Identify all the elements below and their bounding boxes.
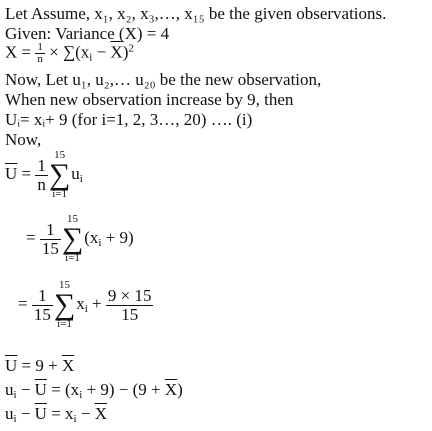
mean-equation-1: $\overline{U}$ = $\frac{1}{n}$ 15 ∑ i=1 $u_i$ <box>5 149 83 200</box>
summation-sign: 15 ∑ i=1 <box>48 149 71 200</box>
summation-sign: 15 ∑ i=1 <box>53 279 76 330</box>
given-line: Given: Variance (X) = 4 <box>5 24 170 43</box>
now-line: Now, <box>5 130 42 149</box>
fraction-1-over-n: $\frac{1}{n}$ <box>37 155 46 194</box>
x-bar: $\overline{X}$ <box>94 404 107 423</box>
fraction-9x15-over-15: $\frac{9 \times 15}{15}$ <box>107 285 152 324</box>
u-bar: $\overline{U}$ <box>5 356 18 375</box>
result-line-1: $\overline{U} = 9 + \overline{X}$ <box>5 356 75 375</box>
increase-line: When new observation increase by 9, then <box>5 90 294 109</box>
result-line-3: $u_i - \overline{U} = x_i - \overline{X}$ <box>5 404 107 425</box>
x-bar: $\overline{X}$ <box>164 380 178 399</box>
result-line-2: $u_i - \overline{U} = (x_i + 9) - (9 + \overline{X})$ <box>5 380 183 401</box>
fraction-1-over-15: $\frac{1}{15}$ <box>33 285 51 324</box>
fraction-1-over-n: $\frac{1}{n}$ <box>37 41 43 65</box>
mean-equation-2: = $\frac{1}{15}$ 15 ∑ i=1 $(x_i + 9)$ <box>26 213 134 264</box>
variance-formula: X = $\frac{1}{n}$ × $\sum(x_i - \overline{X})^2$ <box>5 41 134 65</box>
u-bar: $\overline{U}$ <box>5 163 18 183</box>
intro-line: Let Assume, x₁, x₂, x₃,…, x₁₅ be the given observations. <box>5 4 387 23</box>
summation-sign: 15 ∑ i=1 <box>61 213 84 264</box>
u-bar: $\overline{U}$ <box>34 380 47 399</box>
formula-lhs: X = <box>5 42 36 62</box>
fraction-1-over-15: $\frac{1}{15}$ <box>41 219 59 258</box>
x-bar: $\overline{X}$ <box>110 42 123 62</box>
definition-line: Uᵢ= xᵢ+ 9 (for i=1, 2, 3…, 20) …. (i) <box>5 110 253 129</box>
u-bar: $\overline{U}$ <box>34 404 47 423</box>
mean-equation-3: = $\frac{1}{15}$ 15 ∑ i=1 $x_i$ + $\frac{9 \times 15}{15}$ <box>18 279 152 330</box>
new-observation-line: Now, Let u₁, u₂,… u₂₀ be the new observation, <box>5 70 322 89</box>
x-bar: $\overline{X}$ <box>61 356 75 375</box>
